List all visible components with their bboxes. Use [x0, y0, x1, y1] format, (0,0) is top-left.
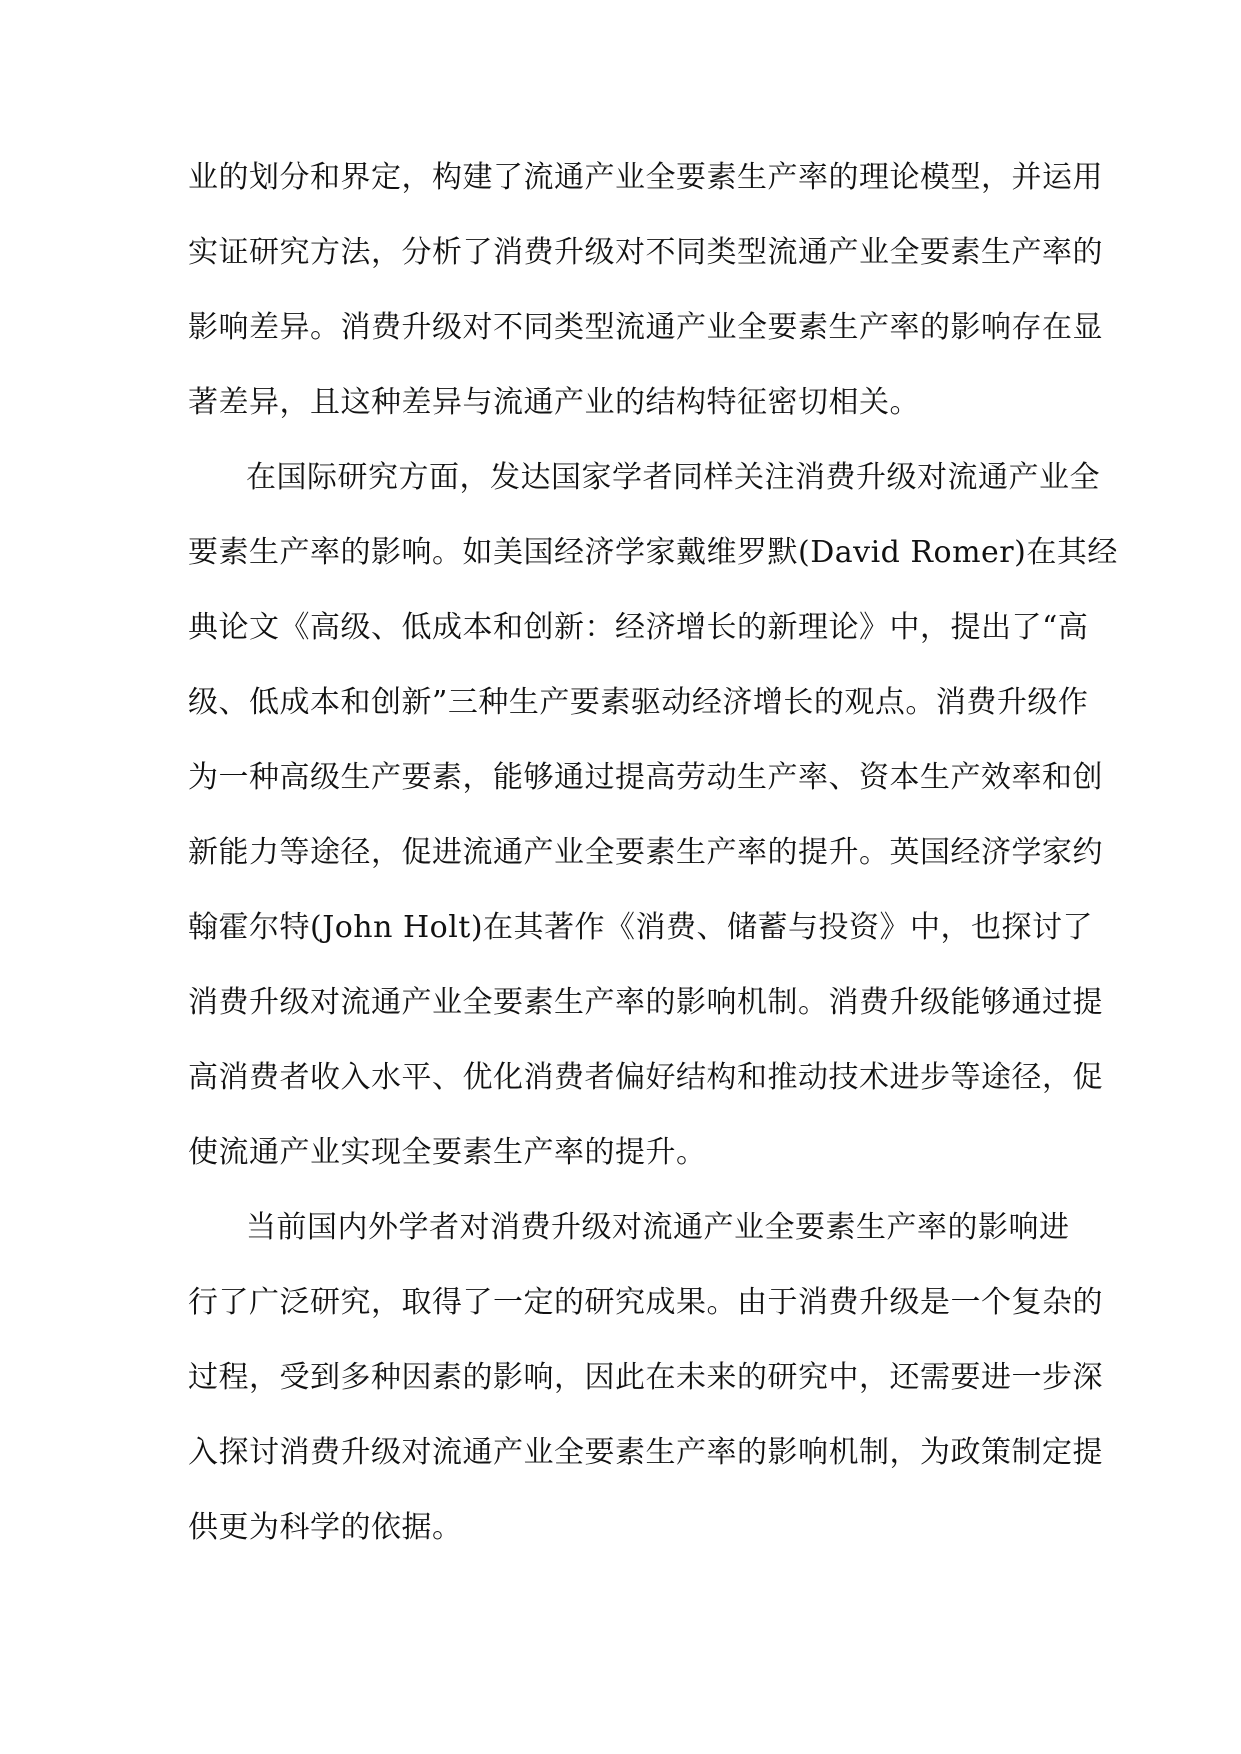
text-line: 业的划分和界定，构建了流通产业全要素生产率的理论模型，并运用: [188, 160, 1103, 195]
text-line: 当前国内外学者对消费升级对流通产业全要素生产率的影响进: [246, 1210, 1070, 1245]
text-line: 行了广泛研究，取得了一定的研究成果。由于消费升级是一个复杂的: [188, 1285, 1103, 1320]
text-line: 使流通产业实现全要素生产率的提升。: [188, 1135, 707, 1170]
text-line: 要素生产率的影响。如美国经济学家戴维罗默(David Romer)在其经: [188, 535, 1118, 570]
text-line: 高消费者收入水平、优化消费者偏好结构和推动技术进步等途径，促: [188, 1060, 1103, 1095]
text-line: 实证研究方法，分析了消费升级对不同类型流通产业全要素生产率的: [188, 235, 1103, 270]
text-line: 级、低成本和创新”三种生产要素驱动经济增长的观点。消费升级作: [188, 685, 1089, 720]
paragraph-3: [188, 1190, 1103, 1565]
text-line: 消费升级对流通产业全要素生产率的影响机制。消费升级能够通过提: [188, 985, 1103, 1020]
text-line: 影响差异。消费升级对不同类型流通产业全要素生产率的影响存在显: [188, 310, 1103, 345]
body-text: [188, 140, 1118, 1565]
text-line: 翰霍尔特(John Holt)在其著作《消费、储蓄与投资》中，也探讨了: [188, 910, 1094, 945]
text-line: 在国际研究方面，发达国家学者同样关注消费升级对流通产业全: [246, 460, 1100, 495]
text-line: 供更为科学的依据。: [188, 1510, 463, 1545]
text-line: 典论文《高级、低成本和创新：经济增长的新理论》中，提出了“高: [188, 610, 1089, 645]
text-line: 入探讨消费升级对流通产业全要素生产率的影响机制，为政策制定提: [188, 1435, 1103, 1470]
text-line: 著差异，且这种差异与流通产业的结构特征密切相关。: [188, 385, 920, 420]
text-line: 为一种高级生产要素，能够通过提高劳动生产率、资本生产效率和创: [188, 760, 1103, 795]
paragraph-1: [188, 140, 1103, 440]
paragraph-2: [188, 440, 1118, 1190]
text-line: 过程，受到多种因素的影响，因此在未来的研究中，还需要进一步深: [188, 1360, 1103, 1395]
text-line: 新能力等途径，促进流通产业全要素生产率的提升。英国经济学家约: [188, 835, 1103, 870]
